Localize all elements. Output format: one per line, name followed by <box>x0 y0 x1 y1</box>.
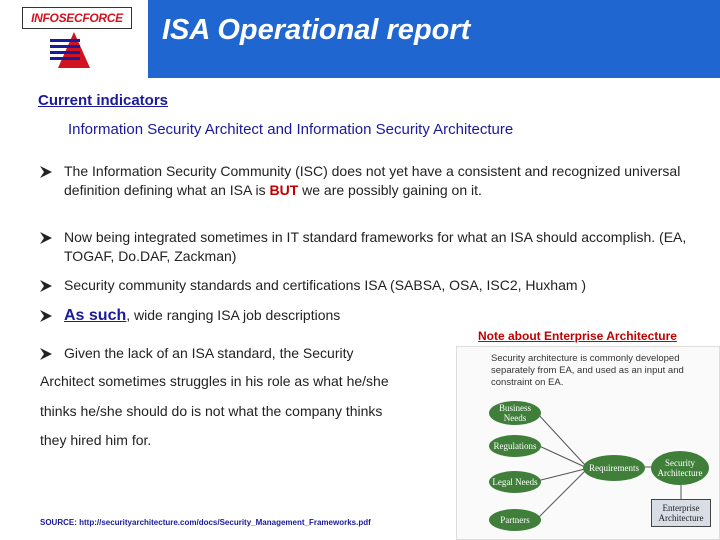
node-requirements: Requirements <box>583 455 645 481</box>
arrow-bullet-icon <box>38 309 54 323</box>
source-citation: SOURCE: http://securityarchitecture.com/docs/Security_Management_Frameworks.pdf <box>40 518 371 527</box>
node-enterprise-architecture: Enterprise Architecture <box>651 499 711 527</box>
arrow-bullet-icon <box>38 347 54 361</box>
title-bar <box>148 0 720 78</box>
arrow-bullet-icon <box>38 279 54 293</box>
emphasis-but: BUT <box>269 182 299 198</box>
logo-text: INFOSECFORCE <box>22 7 132 29</box>
section-subheading: Information Security Architect and Information Security Architecture <box>68 121 514 138</box>
pyramid-logo-icon <box>50 32 90 68</box>
paragraph-line: they hired him for. <box>40 432 152 448</box>
bullet-text: The Information Security Community (ISC) does not yet have a consistent and recognized universal definition defining what an ISA is BUT we are possibly gaining on it. <box>64 163 681 198</box>
paragraph-line: Architect sometimes struggles in his role as what he/she <box>40 373 389 389</box>
bullet-item <box>38 162 688 200</box>
paragraph-line: thinks he/she should do is not what the company thinks <box>40 403 383 419</box>
ea-diagram-figure <box>456 346 720 540</box>
emphasis-as-such: As such <box>64 307 127 324</box>
bullet-text: As such, wide ranging ISA job descriptions <box>64 307 341 324</box>
slide-header <box>0 0 720 78</box>
figure-caption: Security architecture is commonly developed separately from EA, and used as an input and constraint on EA. <box>491 353 684 388</box>
note-title: Note about Enterprise Architecture <box>478 329 677 343</box>
arrow-bullet-icon <box>38 165 54 179</box>
bullet-item <box>38 228 688 266</box>
node-partners: Partners <box>489 509 541 531</box>
arrow-bullet-icon <box>38 231 54 245</box>
bullet-item <box>38 306 458 325</box>
node-business-needs: Business Needs <box>489 401 541 425</box>
logo-area <box>0 0 148 78</box>
bullet-item <box>38 344 458 363</box>
bullet-text: Given the lack of an ISA standard, the Security <box>64 345 354 361</box>
node-security-architecture: Security Architecture <box>651 451 709 485</box>
bullet-item <box>38 276 708 295</box>
bullet-text: Now being integrated sometimes in IT standard frameworks for what an ISA should accomplish. (EA, TOGAF, Do.DAF, Zackman) <box>64 229 687 264</box>
node-regulations: Regulations <box>489 435 541 457</box>
node-legal-needs: Legal Needs <box>489 471 541 493</box>
bullet-text: Security community standards and certifications ISA (SABSA, OSA, ISC2, Huxham ) <box>64 277 587 293</box>
slide-title: ISA Operational report <box>162 14 471 46</box>
section-heading: Current indicators <box>38 92 169 109</box>
